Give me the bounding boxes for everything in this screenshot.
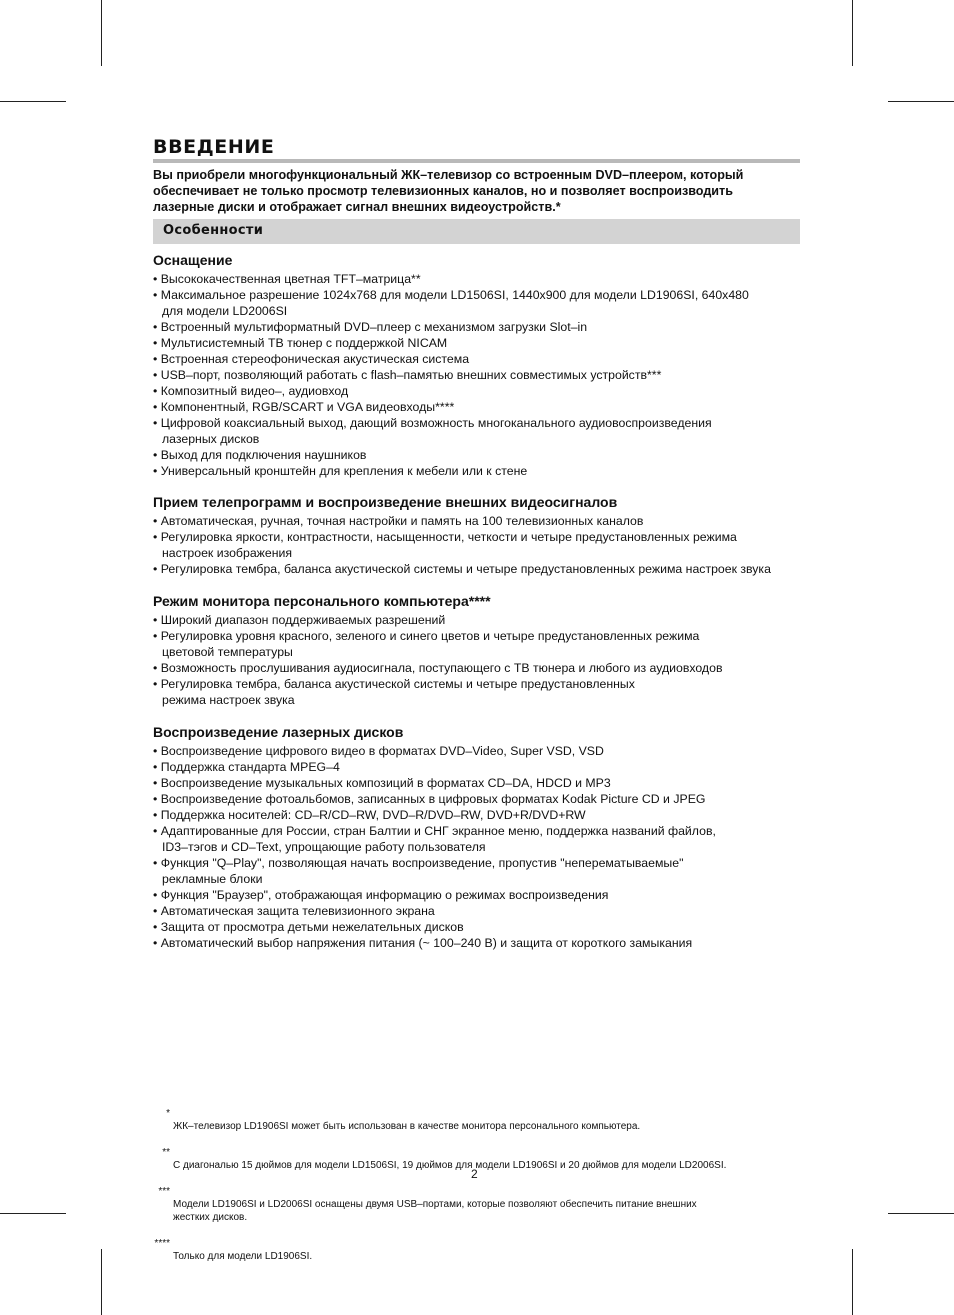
list-item: • Широкий диапазон поддерживаемых разрешений	[153, 613, 446, 627]
feature-list	[153, 743, 813, 951]
crop-mark	[888, 101, 954, 102]
list-item: • Универсальный кронштейн для крепления к мебели или к стене	[153, 464, 528, 478]
list-item: • USB–порт, позволяющий работать с flash–памятью внешних совместимых устройств***	[153, 368, 662, 382]
footnote-mark: *	[166, 1108, 170, 1119]
list-item: • Цифровой коаксиальный выход, дающий возможность многоканального аудиовоспроизведения лазерных дисков	[153, 416, 712, 446]
list-item: • Адаптированные для России, стран Балтии и СНГ экранное меню, поддержка названий файлов, ID3–тэгов и CD–Text, упрощающие работу пользователя	[153, 824, 716, 854]
list-item: • Мультисистемный ТВ тюнер с поддержкой NICAM	[153, 336, 448, 350]
crop-mark	[888, 1213, 954, 1214]
list-item: • Регулировка тембра, баланса акустической системы и четыре предустановленных режима настроек звука	[153, 562, 771, 576]
list-item: • Автоматическая защита телевизионного экрана	[153, 904, 435, 918]
section-heading: Прием телепрограмм и воспроизведение внешних видеосигналов	[153, 494, 618, 510]
footnotes	[148, 1094, 808, 1263]
section-disc-playback	[153, 724, 813, 951]
intro-paragraph: Вы приобрели многофункциональный ЖК–телевизор со встроенным DVD–плеером, который обеспечивает не только просмотр телевизионных каналов, но и позволяет воспроизводить лазерные диски и отображает сигнал внешних видеоустройств.*	[153, 168, 744, 214]
crop-mark	[0, 101, 66, 102]
list-item: • Поддержка стандарта MPEG–4	[153, 760, 340, 774]
section-tv-reception	[153, 494, 813, 577]
list-item: • Воспроизведение музыкальных композиций в форматах CD–DA, HDCD и MP3	[153, 776, 611, 790]
footnote-mark: **	[162, 1147, 170, 1158]
list-item: • Возможность прослушивания аудиосигнала, поступающего с ТВ тюнера и любого из аудиовходов	[153, 661, 723, 675]
footnote	[148, 1224, 808, 1263]
list-item: • Функция "Q–Play", позволяющая начать воспроизведение, пропустив "неперематываемые" рекламные блоки	[153, 856, 684, 886]
list-item: • Функция "Браузер", отображающая информацию о режимах воспроизведения	[153, 888, 609, 902]
features-band	[153, 219, 800, 244]
section-equipment	[153, 252, 813, 479]
list-item: • Автоматическая, ручная, точная настройки и память на 100 телевизионных каналов	[153, 514, 644, 528]
list-item: • Регулировка уровня красного, зеленого и синего цветов и четыре предустановленных режима цветовой температуры	[153, 629, 700, 659]
list-item: • Поддержка носителей: CD–R/CD–RW, DVD–R/DVD–RW, DVD+R/DVD+RW	[153, 808, 586, 822]
section-heading: Режим монитора персонального компьютера****	[153, 593, 491, 609]
crop-mark	[101, 1249, 102, 1315]
footnote	[148, 1133, 808, 1172]
section-heading: Оснащение	[153, 252, 233, 268]
list-item: • Воспроизведение фотоальбомов, записанных в цифровых форматах Kodak Picture CD и JPEG	[153, 792, 706, 806]
list-item: • Автоматический выбор напряжения питания (~ 100–240 В) и защита от короткого замыкания	[153, 936, 693, 950]
footnote-text: Модели LD1906SI и LD2006SI оснащены двумя USB–портами, которые позволяют обеспечить питание внешних жестких дисков.	[173, 1199, 697, 1223]
crop-mark	[0, 1213, 66, 1214]
crop-mark	[852, 0, 853, 66]
footnote	[148, 1172, 808, 1224]
features-band-label: Особенности	[163, 223, 264, 238]
crop-mark	[852, 1249, 853, 1315]
list-item: • Встроенный мультиформатный DVD–плеер с механизмом загрузки Slot–in	[153, 320, 588, 334]
list-item: • Компонентный, RGB/SCART и VGA видеовходы****	[153, 400, 455, 414]
footnote-text: С диагональю 15 дюймов для модели LD1506SI, 19 дюймов для модели LD1906SI и 20 дюймов для модели LD2006SI.	[173, 1160, 727, 1171]
list-item: • Воспроизведение цифрового видео в форматах DVD–Video, Super VSD, VSD	[153, 744, 604, 758]
crop-mark	[101, 0, 102, 66]
list-item: • Высококачественная цветная TFT–матрица**	[153, 272, 421, 286]
list-item: • Регулировка яркости, контрастности, насыщенности, четкости и четыре предустановленных режима настроек изображения	[153, 530, 737, 560]
feature-list	[153, 271, 813, 479]
feature-list	[153, 513, 813, 577]
list-item: • Максимальное разрешение 1024x768 для модели LD1506SI, 1440x900 для модели LD1906SI, 640x480 для модели LD2006SI	[153, 288, 749, 318]
footnote-mark: ***	[158, 1186, 170, 1197]
list-item: • Выход для подключения наушников	[153, 448, 367, 462]
list-item: • Регулировка тембра, баланса акустической системы и четыре предустановленных режима настроек звука	[153, 677, 635, 707]
footnote-text: Только для модели LD1906SI.	[173, 1251, 313, 1262]
page-number: 2	[471, 1167, 478, 1181]
list-item: • Встроенная стереофоническая акустическая система	[153, 352, 470, 366]
list-item: • Защита от просмотра детьми нежелательных дисков	[153, 920, 464, 934]
footnote-mark: ****	[154, 1238, 170, 1249]
footnote	[148, 1094, 808, 1133]
section-heading: Воспроизведение лазерных дисков	[153, 724, 404, 740]
page-title: ВВЕДЕНИЕ	[153, 136, 275, 158]
footnote-text: ЖК–телевизор LD1906SI может быть использован в качестве монитора персонального компьютера.	[173, 1121, 641, 1132]
list-item: • Композитный видео–, аудиовход	[153, 384, 349, 398]
section-pc-monitor	[153, 593, 813, 708]
feature-list	[153, 612, 813, 708]
title-underline	[153, 159, 800, 163]
